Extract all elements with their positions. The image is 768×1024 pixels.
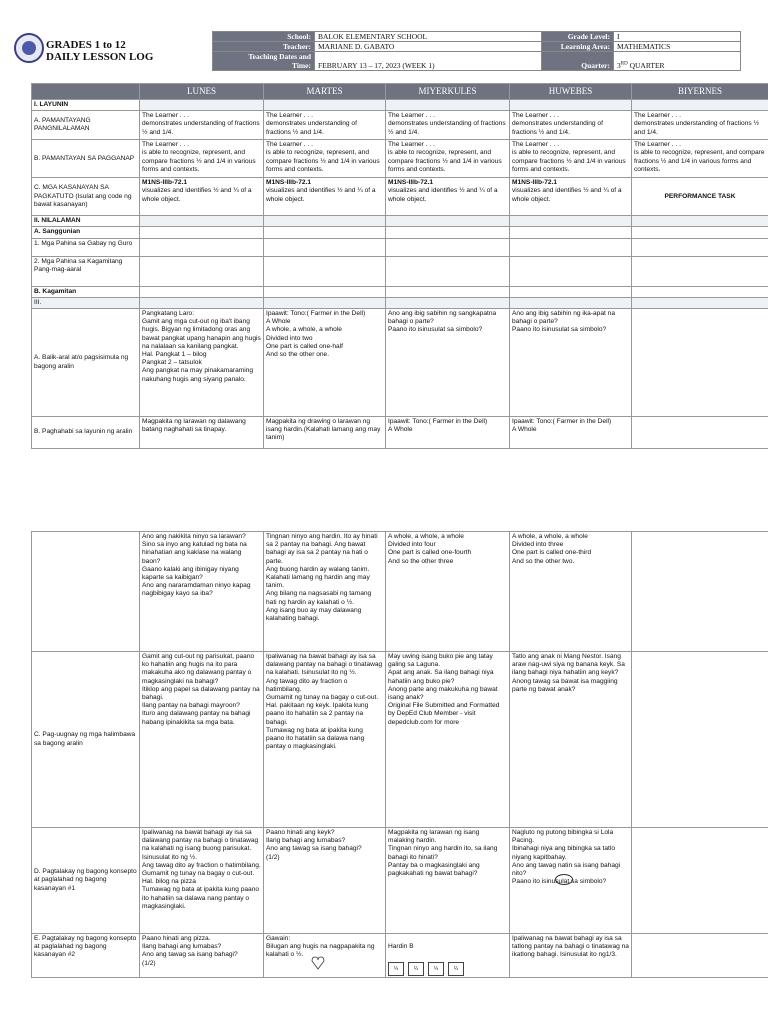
code-text: visualizes and identifies ½ and ¼ of a whole object. (266, 187, 376, 203)
pn-biyernes: The Learner . . . demonstrates understanding of fractions ½ and 1/4. (632, 111, 768, 140)
pn-martes: The Learner . . . demonstrates understanding of fractions ½ and 1/4. (264, 111, 386, 140)
quarter-suffix: RD (620, 61, 628, 67)
balik-aral-biyernes (632, 309, 768, 417)
corner-cell (32, 84, 140, 100)
pagtalakay-1-lunes: Ipaliwanag na bawat bahagi ay isa sa dalawang pantay na bahagi o tinatawag na kalahati ng isang buong parisukat. Isinusulat ito ng ½. Ang tawag dito ay fraction o hatimbilang. Gumamit ng tunay na bagay o cut-out. Hal. bilog na pizza Tumawag ng bata at ipakita kung paano ito hahatiin sa dalawa nang pantay o magkasinglaki. (140, 828, 264, 934)
pp-martes: The Learner . . . is able to recognize, represent, and compare fractions ½ and 1/4 in various forms and contexts. (264, 140, 386, 178)
pagtalakay-2-miyerkules (386, 934, 510, 978)
day-lunes: LUNES (140, 84, 264, 100)
table-row (32, 140, 768, 178)
paghahabi-lunes: Magpakita ng larawan ng dalawang batang naghahati sa tinapay. (140, 417, 264, 449)
iii-label: III. (32, 297, 140, 308)
learning-area-label: Learning Area: (542, 42, 614, 52)
table-row (32, 417, 768, 449)
nilalaman-label: II. NILALAMAN (32, 216, 140, 227)
table-row (32, 286, 768, 297)
learning-area-value: MATHEMATICS (614, 42, 741, 52)
day-header-row (32, 84, 768, 100)
oval-shape-icon (555, 874, 573, 885)
code-text: visualizes and identifies ½ and ¼ of a whole object. (388, 187, 498, 203)
code: M1NS-IIIb-72.1 (266, 179, 312, 187)
paghahabi-label: B. Paghahabi sa layunin ng aralin (32, 417, 140, 449)
pag-uugnay-biyernes (632, 652, 768, 828)
table-row (32, 652, 768, 828)
pn-huwebes: The Learner . . . demonstrates understanding of fractions ½ and 1/4. (510, 111, 632, 140)
code-text: visualizes and identifies ½ and ¼ of a whole object. (142, 187, 252, 203)
pag-uugnay-huwebes: Tatlo ang anak ni Mang Nestor. Isang araw nag-uwi siya ng banana keyk. Sa ilang bahagi niya hahatiin ang keyk? Anong tawag sa bawat isa maggiing parte ng bawat anak? (510, 652, 632, 828)
paghahabi-miyerkules: Ipaawit: Tono:( Farmer in the Dell) A Whole (386, 417, 510, 449)
balik-aral-huwebes: Ano ang ibig sabihin ng ika-apat na bahagi o parte? Paano ito isinusulat sa simbolo? (510, 309, 632, 417)
fraction-box: ¼ (428, 962, 444, 976)
code: M1NS-IIIb-72.1 (512, 179, 558, 187)
pagtalakay-2-martes: Gawain: Bilugan ang hugis na nagpapakita ng kalahati o ½. (264, 934, 386, 978)
paghahabi-continued-label (32, 532, 140, 652)
grade-level-value: I (614, 32, 741, 42)
table-row (32, 111, 768, 140)
paghahabi2-miyerkules: A whole, a whole, a whole Divided into four One part is called one-fourth And so the other three (386, 532, 510, 652)
kasanayan-huwebes (510, 178, 632, 216)
code-text: visualizes and identifies ½ and ¼ of a whole object. (512, 187, 622, 203)
kagamitang-label: 2. Mga Pahina sa Kagamitang Pang-mag-aaral (32, 256, 140, 286)
fraction-box: ¼ (408, 962, 424, 976)
layunin-label: I. LAYUNIN (32, 100, 140, 111)
heart-shape-icon (311, 956, 325, 970)
performance-task: PERFORMANCE TASK (632, 178, 768, 216)
section-row (32, 297, 768, 308)
pagtalakay-2-biyernes (632, 934, 768, 978)
document-brand (46, 39, 153, 63)
dates-label-line2: Time: (291, 61, 311, 70)
hardin-b-label: Hardin B (388, 943, 414, 951)
deped-seal-logo (14, 33, 44, 63)
balik-aral-martes: Ipaawit: Tono:( Farmer in the Dell) A Whole A whole, a whole, a whole Divided into two One part is called one-half And so the other one. (264, 309, 386, 417)
balik-aral-lunes: Pangkatang Laro: Gamit ang mga cut-out ng iba't ibang hugis. Bigyan ng limitadong oras ang bawat pangkat upang hanapin ang hugis na nalalaan sa kanilang pangkat. Hal. Pangkat 1 – bilog Pangkat 2 – tatsulok Ang pangkat na may pinakamaraming nakuhang hugis ang siyang panalo. (140, 309, 264, 417)
pagtalakay-2-label: E. Pagtalakay ng bagong konsepto at paglalahad ng bagong kasanayan #2 (32, 934, 140, 978)
pamantayang-pangnilalaman-label: A. PAMANTAYANG PANGNILALAMAN (32, 111, 140, 140)
paghahabi-biyernes (632, 417, 768, 449)
pag-uugnay-label: C. Pag-uugnay ng mga halimbawa sa bagong aralin (32, 652, 140, 828)
pn-lunes: The Learner . . . demonstrates understanding of fractions ½ and 1/4. (140, 111, 264, 140)
pp-lunes: The Learner . . . is able to recognize, represent, and compare fractions ½ and 1/4 in various forms and contexts. (140, 140, 264, 178)
kagamitan-label: B. Kagamitan (32, 286, 140, 297)
table-row (32, 256, 768, 286)
lesson-log-table (31, 83, 768, 449)
pp-huwebes: The Learner . . . is able to recognize, represent, and compare fractions ½ and 1/4 in various forms and contexts. (510, 140, 632, 178)
day-biyernes: BIYERNES (632, 84, 768, 100)
day-miyerkules: MIYERKULES (386, 84, 510, 100)
pag-uugnay-lunes: Gamit ang cut-out ng parisukat, paano ko hahatiin ang hugis na ito para makakuha ako ng dalawang pantay o magkasinglaki na bahagi? Itiklop ang papel sa dalawang pantay na bahagi. Ilang pantay na bahagi mayroon? Ituro ang dalawang pantay na bahagi habang ipinakikita sa mga bata. (140, 652, 264, 828)
balik-aral-miyerkules: Ano ang ibig sabihin ng sangkapatna bahagi o parte? Paano ito isinusulat sa simbolo? (386, 309, 510, 417)
paghahabi2-biyernes (632, 532, 768, 652)
paghahabi2-huwebes: A whole, a whole, a whole Divided into three One part is called one-third And so the other two. (510, 532, 632, 652)
pag-uugnay-martes: Ipaliwanag na bawat bahagi ay isa sa dalawang pantay na bahagi o tinatawag na kalahati. Isinusulat ito ng ½. Ang tawag dito ay fraction o hatimbilang. Gumamit ng tunay na bagay o cut-out. Hal. pakitaan ng keyk. Ipakita kung paano ito hahatiin sa 2 pantay na bahagi. Tumawag ng bata at ipakita kung paano ito hatatiin sa dalawa nang pantay o magkasinglaki. (264, 652, 386, 828)
quarter-label: Quarter: (542, 52, 614, 71)
teaching-dates-label (213, 52, 315, 71)
header-info-table (212, 31, 741, 71)
pp-miyerkules: The Learner . . . is able to recognize, represent, and compare fractions ½ and 1/4 in various forms and contexts. (386, 140, 510, 178)
gabay-label: 1. Mga Pahina sa Gabay ng Guro (32, 238, 140, 256)
balik-aral-label: A. Balik-aral at/o pagsisimula ng bagong aralin (32, 309, 140, 417)
school-label: School: (213, 32, 315, 42)
kasanayan-label: C. MGA KASANAYAN SA PAGKATUTO (Isulat ang code ng bawat kasanayan) (32, 178, 140, 216)
pagtalakay-1-martes: Paano hinati ang keyk? Ilang bahagi ang lumabas? Ano ang tawag sa isang bahagi? (1/2) (264, 828, 386, 934)
table-row (32, 178, 768, 216)
pagtalakay-2-lunes: Paano hinati ang pizza. Ilang bahagi ang lumabas? Ano ang tawag sa isang bahagi? (1/2) (140, 934, 264, 978)
kasanayan-miyerkules (386, 178, 510, 216)
teacher-value: MARIANE D. GABATO (315, 42, 542, 52)
table-row (32, 238, 768, 256)
section-row (32, 100, 768, 111)
table-row (32, 309, 768, 417)
kasanayan-martes (264, 178, 386, 216)
table-row (32, 532, 768, 652)
pagtalakay-1-biyernes (632, 828, 768, 934)
pagtalakay-1-huwebes: Nagluto ng putong bibingka si Lola Pacing. Ibinahagi niya ang bibingka sa tatlo niyang kapitbahay. Ano ang tawag natin sa isang bahagi nito? Paano ito isinusulat sa simbolo? (510, 828, 632, 934)
pp-biyernes: The Learner . . . is able to recognize, represent, and compare fractions ½ and 1/4 in various forms and contexts. (632, 140, 768, 178)
fraction-box: ¼ (448, 962, 464, 976)
fraction-box: ¼ (388, 962, 404, 976)
teacher-label: Teacher: (213, 42, 315, 52)
day-huwebes: HUWEBES (510, 84, 632, 100)
dates-label-line1: Teaching Dates and (248, 52, 311, 61)
section-row (32, 216, 768, 227)
quarter-value (614, 52, 741, 71)
code: M1NS-IIIb-72.1 (388, 179, 434, 187)
table-row (32, 227, 768, 238)
school-value: BALOK ELEMENTARY SCHOOL (315, 32, 542, 42)
pagtalakay-2-huwebes: Ipaliwanag na bawat bahagi ay isa sa tatlong pantay na bahagi o tinatawag na ikatlong bahagi. Isinusulat ito ng1/3. (510, 934, 632, 978)
table-row (32, 828, 768, 934)
paghahabi-martes: Magpakita ng drawing o larawan ng isang hardin.(Kalahati lamang ang may tanim) (264, 417, 386, 449)
pag-uugnay-miyerkules: May uwing isang buko pie ang tatay galing sa Laguna. Apat ang anak. Sa ilang bahagi niya hahatiin ang buko pie? Anong parte ang makukuha ng bawat isang anak? Original File Submitted and Formatted by DepEd Club Member - visit depedclub.com for more (386, 652, 510, 828)
lesson-log-table-continued (31, 531, 768, 978)
pagtalakay-1-miyerkules: Magpakita ng larawan ng isang malaking hardin. Tingnan ninyo ang hardin ito, sa ilang bahagi ito hinati? Pantay ba o magkasinglaki ang pagkakahati ng bawat bahagi? (386, 828, 510, 934)
paghahabi-huwebes: Ipaawit: Tono:( Farmer in the Dell) A Whole (510, 417, 632, 449)
day-martes: MARTES (264, 84, 386, 100)
kasanayan-lunes (140, 178, 264, 216)
quarter-number: 3 (617, 61, 621, 70)
pamantayan-pagganap-label: B. PAMANTAYAN SA PAGGANAP (32, 140, 140, 178)
paghahabi2-lunes: Ano ang nakikita ninyo sa larawan? Sino sa inyo ang katulad ng bata na hinahatian ang kaklase na walang baon? Gaano kalaki ang ibinigay niyang kaparte sa kaibigan? Ano ang nararamdaman ninyo kapag nagbibigay kayo sa iba? (140, 532, 264, 652)
quarter-word: QUARTER (627, 61, 665, 70)
teaching-dates-value: FEBRUARY 13 – 17, 2023 (WEEK 1) (315, 52, 542, 71)
code: M1NS-IIIb-72.1 (142, 179, 188, 187)
table-row (32, 934, 768, 978)
pagtalakay-1-label: D. Pagtalakay ng bagong konsepto at paglalahad ng bagong kasanayan #1 (32, 828, 140, 934)
grade-level-label: Grade Level: (542, 32, 614, 42)
paghahabi2-martes: Tingnan ninyo ang hardin. Ito ay hinati sa 2 pantay na bahagi. Ang bawat bahagi ay isa sa 2 pantay na hati o parte. Ang buong hardin ay walang tanim. Kalahati lamang ng hardin ang may tanim. Ang bilang na nagsasabi ng tamang hati ng hardin ay kalahati o ½. Ang isang buo ay may dalawang kalahating bahagi. (264, 532, 386, 652)
brand-line-1: GRADES 1 to 12 (46, 39, 126, 51)
sanggunian-label: A. Sanggunian (32, 227, 140, 238)
hardin-fraction-boxes (388, 962, 464, 976)
pn-miyerkules: The Learner . . . demonstrates understanding of fractions ½ and 1/4. (386, 111, 510, 140)
brand-line-2: DAILY LESSON LOG (46, 51, 154, 63)
